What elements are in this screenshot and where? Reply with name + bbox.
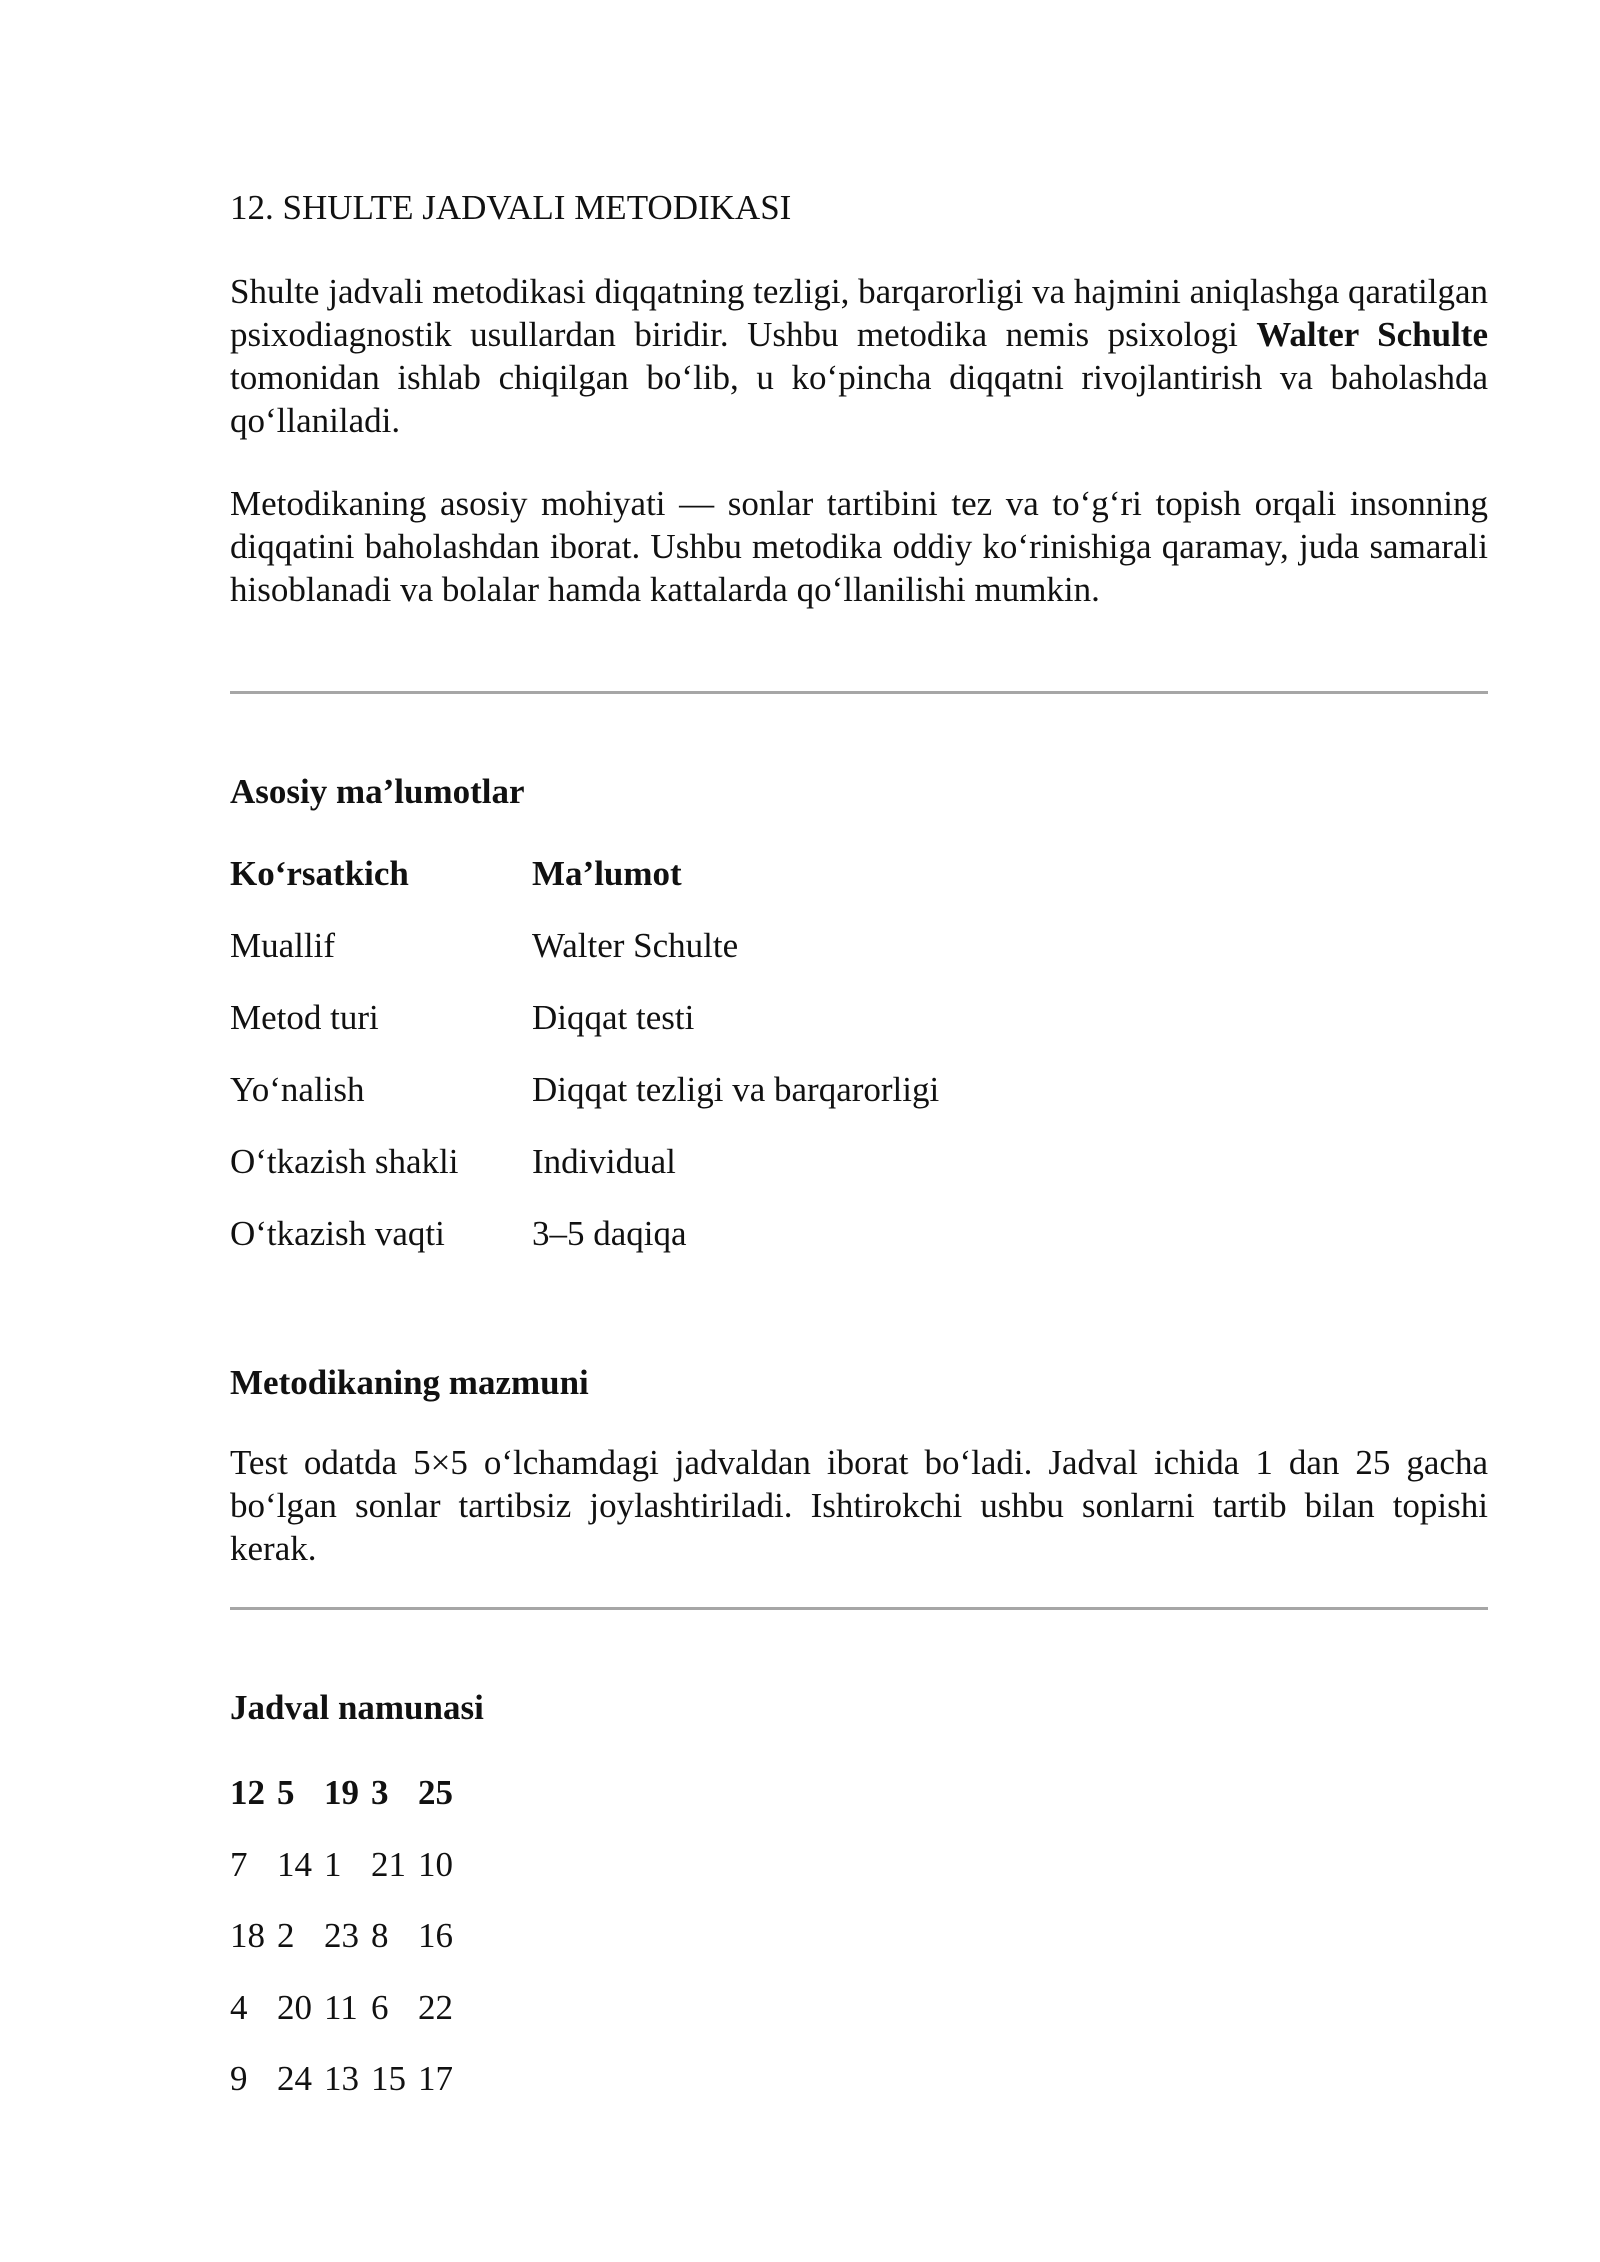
grid-cell: 4 bbox=[230, 1987, 248, 2027]
grid-cell: 2 bbox=[277, 1916, 295, 1955]
author-name-bold: Walter Schulte bbox=[1256, 315, 1488, 354]
grid-cell: 13 bbox=[324, 2059, 359, 2098]
section-heading-sample: Jadval namunasi bbox=[230, 1688, 484, 1727]
intro-text-start: Shulte jadvali metodikasi diqqatning tezligi, barqarorligi va hajmini aniqlashga qaratilgan psixodiagnostik usullardan biridir. Ushbu metodika nemis psixologi bbox=[230, 272, 1488, 354]
intro-paragraph-1 bbox=[230, 270, 1488, 442]
grid-cell: 16 bbox=[418, 1916, 453, 1955]
info-cell-value: Diqqat tezligi va barqarorligi bbox=[532, 1070, 940, 1109]
info-table-row bbox=[230, 996, 939, 1068]
grid-cell: 22 bbox=[418, 1987, 453, 2027]
info-col-header-value: Ma’lumot bbox=[532, 854, 682, 893]
info-cell-value: Walter Schulte bbox=[532, 926, 739, 965]
section-heading-info: Asosiy ma’lumotlar bbox=[230, 772, 525, 811]
grid-cell: 7 bbox=[230, 1844, 248, 1884]
info-cell-label: Muallif bbox=[230, 926, 335, 965]
divider-line bbox=[230, 691, 1488, 694]
grid-cell: 23 bbox=[324, 1916, 359, 1955]
content-paragraph: Test odatda 5×5 o‘lchamdagi jadvaldan iborat bo‘ladi. Jadval ichida 1 dan 25 gacha bo‘lgan sonlar tartibsiz joylashtiriladi. Ishtirokchi ushbu sonlarni tartib bilan topishi kerak. bbox=[230, 1443, 1488, 1568]
info-cell-value: Individual bbox=[532, 1142, 676, 1181]
grid-cell: 12 bbox=[230, 1773, 265, 1812]
intro-paragraph-2: Metodikaning asosiy mohiyati — sonlar tartibini tez va to‘g‘ri topish orqali insonning diqqatini baholashdan iborat. Ushbu metodika oddiy ko‘rinishiga qaramay, juda samarali hisoblanadi va bolalar hamda kattalarda qo‘llanilishi mumkin. bbox=[230, 484, 1488, 609]
grid-cell: 21 bbox=[371, 1844, 406, 1884]
grid-cell: 20 bbox=[277, 1987, 312, 2027]
info-cell-value: 3–5 daqiqa bbox=[532, 1214, 687, 1253]
info-cell-value: Diqqat testi bbox=[532, 998, 695, 1037]
info-table-row bbox=[230, 1140, 939, 1212]
info-cell-label: Yo‘nalish bbox=[230, 1070, 365, 1109]
info-table-row bbox=[230, 924, 939, 996]
grid-cell: 25 bbox=[418, 1773, 453, 1812]
schulte-sample-grid bbox=[230, 1771, 465, 2129]
grid-cell: 24 bbox=[277, 2059, 312, 2098]
grid-row bbox=[230, 1843, 465, 1915]
grid-cell: 11 bbox=[324, 1987, 358, 2027]
grid-cell: 14 bbox=[277, 1844, 312, 1884]
grid-cell: 1 bbox=[324, 1844, 342, 1884]
grid-cell: 3 bbox=[371, 1773, 389, 1812]
info-cell-label: Metod turi bbox=[230, 998, 379, 1037]
info-table-row bbox=[230, 1212, 939, 1284]
info-cell-label: O‘tkazish vaqti bbox=[230, 1214, 445, 1253]
grid-cell: 9 bbox=[230, 2059, 248, 2098]
grid-cell: 10 bbox=[418, 1844, 453, 1884]
info-table-row bbox=[230, 1068, 939, 1140]
grid-cell: 19 bbox=[324, 1773, 359, 1812]
info-table bbox=[230, 852, 939, 1284]
intro-text-end: tomonidan ishlab chiqilgan bo‘lib, u ko‘pincha diqqatni rivojlantirish va baholashda qo‘llaniladi. bbox=[230, 358, 1488, 440]
grid-row bbox=[230, 1771, 465, 1843]
info-cell-label: O‘tkazish shakli bbox=[230, 1142, 459, 1181]
grid-cell: 5 bbox=[277, 1773, 295, 1812]
grid-cell: 15 bbox=[371, 2059, 406, 2098]
grid-row bbox=[230, 1986, 465, 2058]
document-title: 12. SHULTE JADVALI METODIKASI bbox=[230, 188, 792, 227]
grid-row bbox=[230, 1914, 465, 1986]
section-heading-content: Metodikaning mazmuni bbox=[230, 1363, 589, 1402]
info-col-header-indicator: Ko‘rsatkich bbox=[230, 854, 409, 893]
grid-row bbox=[230, 2057, 465, 2129]
grid-cell: 8 bbox=[371, 1916, 389, 1955]
grid-cell: 17 bbox=[418, 2059, 453, 2098]
divider-line bbox=[230, 1607, 1488, 1610]
info-table-header-row bbox=[230, 852, 939, 924]
grid-cell: 6 bbox=[371, 1987, 389, 2027]
grid-cell: 18 bbox=[230, 1916, 265, 1955]
